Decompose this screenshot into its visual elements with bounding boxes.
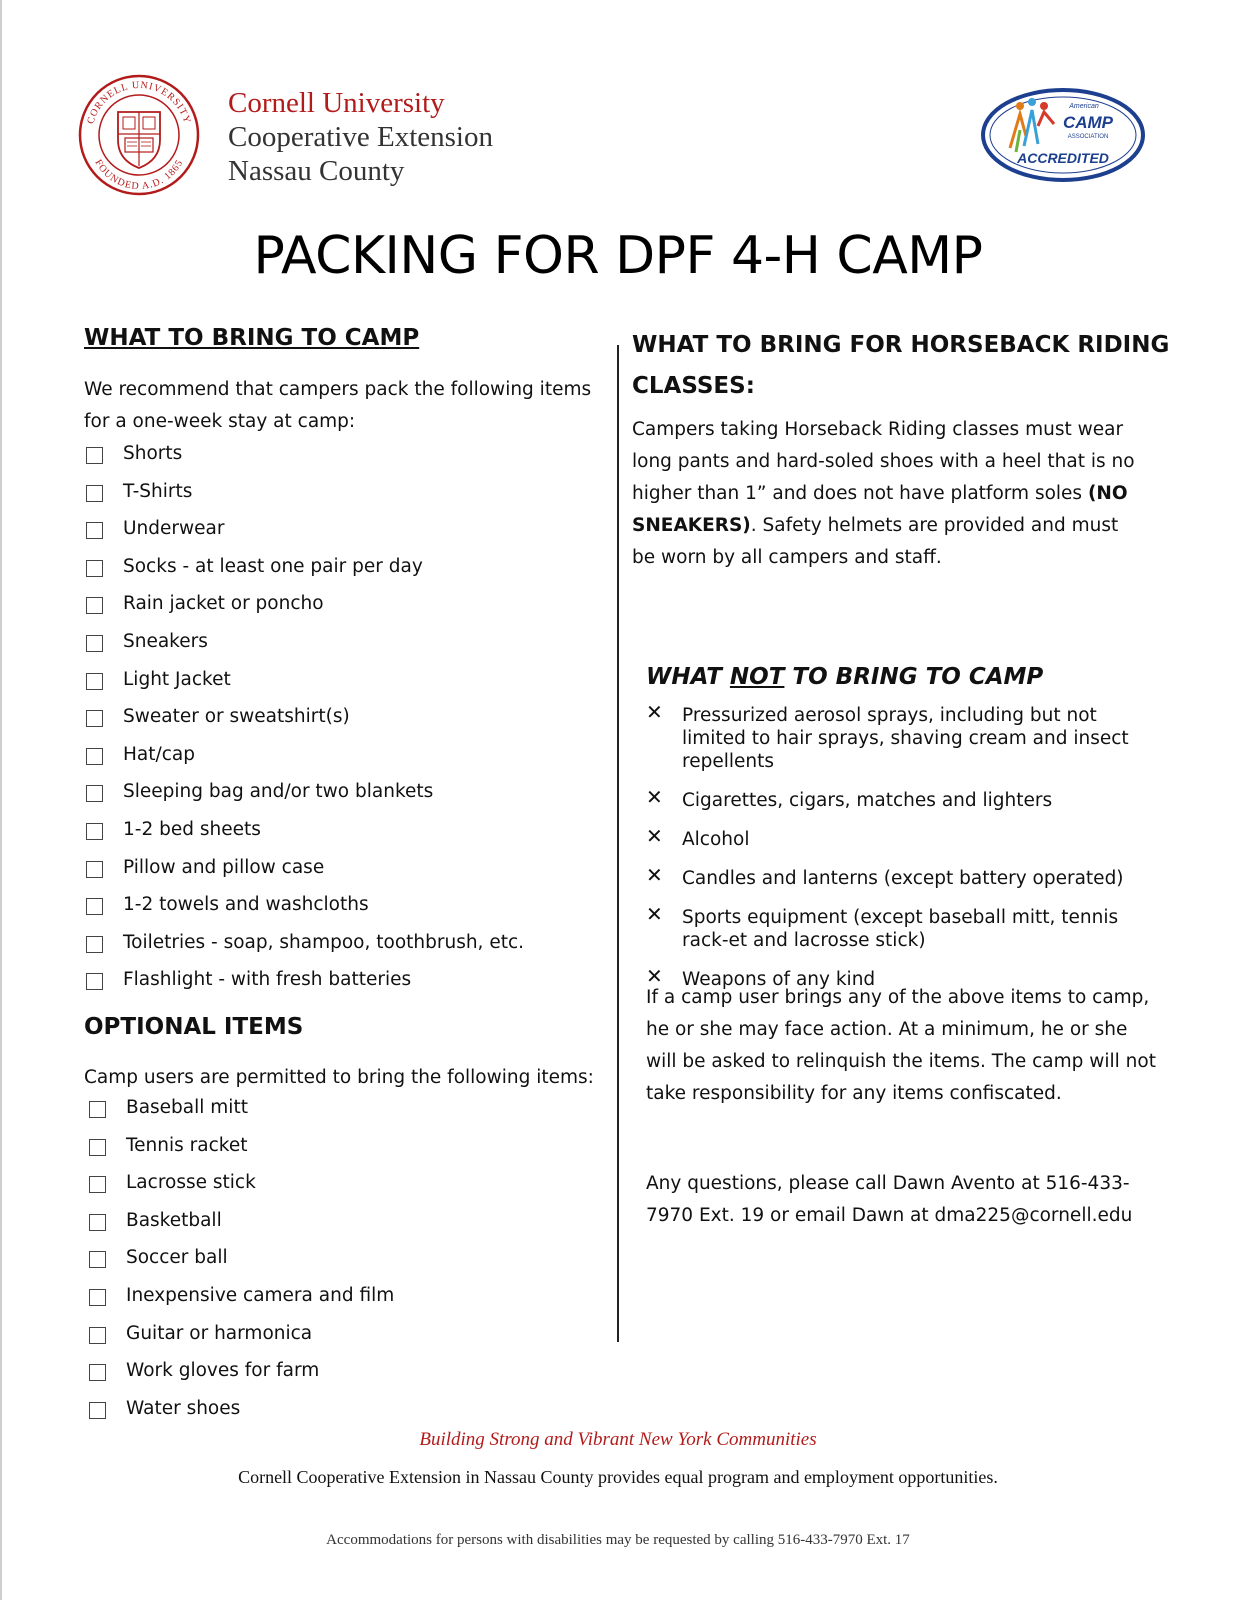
organization-name: [228, 86, 493, 188]
bring-checklist: [86, 443, 586, 1007]
item-label: Inexpensive camera and film: [126, 1284, 395, 1306]
checkbox[interactable]: [89, 1101, 106, 1118]
what-to-bring-intro: We recommend that campers pack the following items for a one-week stay at camp:: [84, 379, 592, 432]
x-mark-icon: ✕: [646, 964, 663, 988]
seal-text-top: CORNELL UNIVERSITY: [85, 79, 193, 126]
list-item: [646, 902, 1156, 952]
item-label: Weapons of any kind: [682, 969, 876, 990]
list-item: [86, 481, 586, 519]
not-to-bring-list: [646, 700, 1156, 1006]
item-label: Rain jacket or poncho: [123, 593, 324, 615]
item-label: 1-2 towels and washcloths: [123, 894, 369, 916]
optional-items-heading: OPTIONAL ITEMS: [84, 1014, 304, 1040]
list-item: [646, 824, 1156, 851]
org-line-university: Cornell University: [228, 87, 445, 119]
item-label: Water shoes: [126, 1397, 241, 1419]
item-label: Sleeping bag and/or two blankets: [123, 781, 434, 803]
item-label: Pillow and pillow case: [123, 856, 325, 878]
x-mark-icon: ✕: [646, 785, 663, 809]
x-mark-icon: ✕: [646, 863, 663, 887]
horseback-no-sneakers: (NO SNEAKERS): [632, 483, 1128, 536]
checkbox[interactable]: [89, 1139, 106, 1156]
list-item: [86, 556, 586, 594]
list-item: [86, 781, 586, 819]
item-label: Light Jacket: [123, 668, 231, 690]
equal-opportunity-statement: Cornell Cooperative Extension in Nassau County provides equal program and employment opportunities.: [238, 1467, 998, 1487]
checkbox[interactable]: [86, 748, 103, 765]
item-label: Baseball mitt: [126, 1097, 248, 1118]
item-label: Shorts: [123, 443, 183, 464]
checkbox[interactable]: [89, 1289, 106, 1306]
checkbox[interactable]: [86, 898, 103, 915]
checkbox[interactable]: [86, 635, 103, 652]
list-item: [86, 706, 586, 744]
list-item: [86, 857, 586, 895]
checkbox[interactable]: [89, 1251, 106, 1268]
contact-info: Any questions, please call Dawn Avento at 516-433-7970 Ext. 19 or email Dawn at dma225@cornell.edu: [646, 1173, 1133, 1226]
item-label: Soccer ball: [126, 1247, 228, 1269]
item-label: Sports equipment (except baseball mitt, tennis rack-et and lacrosse stick): [682, 907, 1119, 951]
item-label: Pressurized aerosol sprays, including but not limited to hair sprays, shaving cream and insect repellents: [682, 705, 1129, 772]
item-label: Flashlight - with fresh batteries: [123, 969, 412, 991]
list-item: [86, 443, 586, 481]
checkbox[interactable]: [86, 522, 103, 539]
list-item: [89, 1323, 589, 1361]
x-mark-icon: ✕: [646, 824, 663, 848]
item-label: Underwear: [123, 518, 225, 540]
aca-text-association: ASSOCIATION: [1067, 134, 1109, 140]
list-item: [86, 894, 586, 932]
item-label: Candles and lanterns (except battery operated): [682, 868, 1124, 889]
optional-items-intro: Camp users are permitted to bring the following items:: [84, 1067, 594, 1088]
heading-not-word: NOT: [729, 664, 785, 690]
horseback-heading: [632, 325, 1169, 407]
confiscation-warning: If a camp user brings any of the above items to camp, he or she may face action. At a minimum, he or she will be asked to relinquish the items. The camp will not take responsibility for any items confiscated.: [646, 987, 1156, 1104]
item-label: Sweater or sweatshirt(s): [123, 706, 350, 728]
checkbox[interactable]: [86, 936, 103, 953]
list-item: [86, 819, 586, 857]
org-line-county: Nassau County: [228, 155, 405, 187]
list-item: [89, 1210, 589, 1248]
list-item: [86, 518, 586, 556]
list-item: [86, 932, 586, 970]
checkbox[interactable]: [86, 823, 103, 840]
checkbox[interactable]: [86, 861, 103, 878]
item-label: Toiletries - soap, shampoo, toothbrush, etc.: [123, 931, 525, 953]
list-item: [89, 1135, 589, 1173]
checkbox[interactable]: [86, 560, 103, 577]
x-mark-icon: ✕: [646, 700, 663, 724]
checkbox[interactable]: [86, 785, 103, 802]
checkbox[interactable]: [86, 973, 103, 990]
checkbox[interactable]: [86, 597, 103, 614]
aca-text-accredited: ACCREDITED: [1017, 150, 1109, 166]
list-item: [86, 669, 586, 707]
aca-text-camp: CAMP: [1062, 113, 1114, 132]
list-item: [89, 1247, 589, 1285]
item-label: Alcohol: [682, 829, 750, 850]
aca-accredited-badge-logo: [980, 86, 1146, 184]
item-label: T-Shirts: [123, 480, 193, 502]
horseback-text-b: . Safety helmets are provided and must be worn by all campers and staff.: [632, 515, 1119, 568]
org-line-extension: Cooperative Extension: [228, 121, 493, 153]
item-label: Sneakers: [123, 630, 208, 652]
item-label: Socks - at least one pair per day: [123, 555, 423, 577]
seal-text-bottom: FOUNDED A.D. 1865: [92, 157, 186, 193]
list-item: [86, 593, 586, 631]
list-item: [89, 1172, 589, 1210]
item-label: Basketball: [126, 1209, 222, 1231]
item-label: Work gloves for farm: [126, 1360, 320, 1382]
checkbox[interactable]: [89, 1364, 106, 1381]
accommodations-statement: Accommodations for persons with disabilities may be requested by calling 516-433-7970 Ext. 17: [326, 1532, 910, 1548]
footer-tagline: Building Strong and Vibrant New York Communities: [419, 1429, 817, 1450]
x-mark-icon: ✕: [646, 902, 663, 926]
list-item: [86, 744, 586, 782]
checkbox[interactable]: [89, 1214, 106, 1231]
heading-part: WHAT: [646, 664, 730, 690]
what-not-to-bring-heading: [646, 664, 1043, 690]
horseback-heading-line-2: CLASSES:: [632, 373, 755, 399]
list-item: [89, 1360, 589, 1398]
checkbox[interactable]: [89, 1327, 106, 1344]
item-label: 1-2 bed sheets: [123, 818, 261, 840]
page-title: PACKING FOR DPF 4-H CAMP: [253, 226, 983, 286]
item-label: Cigarettes, cigars, matches and lighters: [682, 790, 1053, 811]
horseback-text: [632, 414, 1142, 574]
list-item: [646, 863, 1156, 890]
heading-part: TO BRING TO CAMP: [784, 664, 1044, 690]
list-item: [86, 969, 586, 1007]
cornell-seal-logo: [78, 74, 200, 196]
item-label: Guitar or harmonica: [126, 1322, 313, 1344]
item-label: Lacrosse stick: [126, 1172, 256, 1194]
checkbox[interactable]: [86, 485, 103, 502]
horseback-text-a: Campers taking Horseback Riding classes must wear long pants and hard-soled shoes with a heel that is no higher than 1” and does not have platform soles: [632, 419, 1135, 504]
column-divider: [617, 345, 619, 1342]
list-item: [646, 785, 1156, 812]
checkbox[interactable]: [89, 1176, 106, 1193]
list-item: [89, 1097, 589, 1135]
list-item: [646, 700, 1156, 773]
item-label: Hat/cap: [123, 743, 195, 765]
aca-text-american: American: [1069, 103, 1099, 110]
list-item: [89, 1285, 589, 1323]
what-to-bring-heading: WHAT TO BRING TO CAMP: [84, 325, 420, 351]
item-label: Tennis racket: [126, 1134, 248, 1156]
checkbox[interactable]: [86, 673, 103, 690]
optional-checklist: [89, 1097, 589, 1435]
checkbox[interactable]: [86, 710, 103, 727]
list-item: [86, 631, 586, 669]
checkbox[interactable]: [89, 1402, 106, 1419]
checkbox[interactable]: [86, 447, 103, 464]
horseback-heading-line-1: WHAT TO BRING FOR HORSEBACK RIDING: [632, 332, 1170, 358]
